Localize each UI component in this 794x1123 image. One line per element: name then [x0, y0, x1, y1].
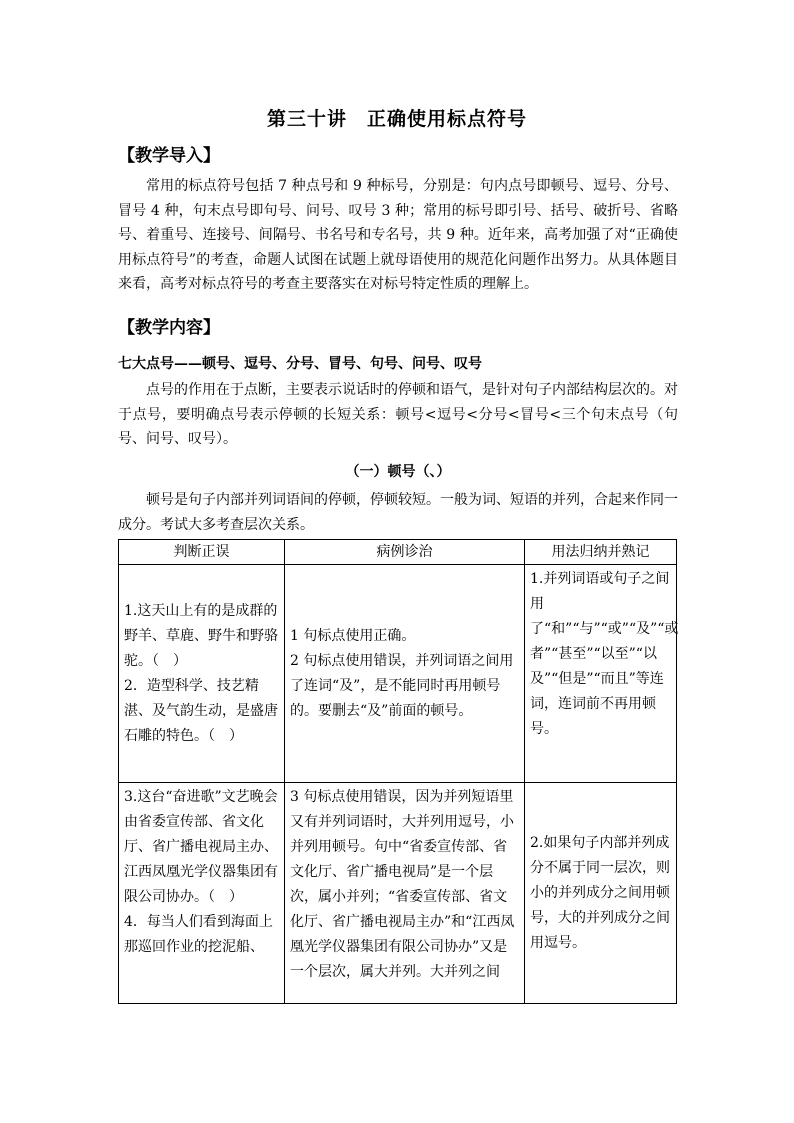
judge-item: 4．每当人们看到海面上那巡回作业的挖泥船、	[124, 914, 273, 955]
judge-item: 2．造型科学、技艺精湛、及气韵生动，是盛唐石雕的特色。（ ）	[124, 677, 278, 744]
table-header: 判断正误	[119, 540, 285, 565]
diagnosis-cell: 3 句标点使用错误，因为并列短语里又有并列词语时，大并列用逗号，小并列用顿号。句中“省委宣传部、省文化厅、省广播电视局”是一个层次，属小并列；“省委宣传部、省文化厅、省广播电视局主办”和“江西凤凰光学仪器集团有限公司协办”又是一个层次，属大并列。大并列之间	[285, 783, 525, 1004]
table-row	[119, 565, 677, 783]
intro-heading: 【教学导入】	[118, 146, 220, 166]
judge-item: 1.这天山上有的是成群的野羊、草鹿、野牛和野骆驼。（ ）	[124, 602, 278, 669]
lecture-title: 第三十讲 正确使用标点符号	[266, 108, 527, 130]
punctuation-table	[118, 539, 677, 1004]
intro-paragraph: 常用的标点符号包括 7 种点号和 9 种标号，分别是：句内点号即顿号、逗号、分号、冒号 4 种，句末点号即句号、问号、叹号 3 种；常用的标号即引号、括号、破折号、省略号、着重号、连接号、间隔号、书名号和专名号，共 9 种。近年来，高考加强了对“正确使用标点符号”的考查，命题人试图在试题上就母语使用的规范化问题作出努力。从具体题目来看，高考对标点符号的考查主要落实在对标号特定性质的理解上。	[118, 178, 678, 292]
rule-cell: 2.如果句子内部并列成分不属于同一层次，则小的并列成分之间用顿号，大的并列成分之间用逗号。	[525, 783, 677, 1004]
rule-cell: 1.并列词语或句子之间用了“和”“与”“或”“及”“或者”“甚至”“以至”“以及”“但是”“而且”等连词，连词前不再用顿号。	[525, 565, 677, 783]
table-header: 病例诊治	[285, 540, 525, 565]
diagnosis-item: 1 句标点使用正确。	[290, 627, 416, 644]
diagnosis-item: 2 句标点使用错误，并列词语之间用了连词“及”，是不能同时再用顿号的。要删去“及”前面的顿号。	[290, 652, 514, 719]
judge-cell	[119, 783, 285, 1004]
table-header-row	[119, 540, 677, 565]
dun-paragraph: 顿号是句子内部并列词语间的停顿，停顿较短。一般为词、短语的并列，合起来作同一成分。考试大多考查层次关系。	[118, 492, 678, 533]
dun-heading: （一）顿号（、）	[345, 464, 451, 480]
point-marks-subheading: 七大点号——顿号、逗号、分号、冒号、句号、问号、叹号	[118, 356, 482, 372]
table-header: 用法归纳并熟记	[525, 540, 677, 565]
content-paragraph: 点号的作用在于点断，主要表示说话时的停顿和语气，是针对句子内部结构层次的。对于点号，要明确点号表示停顿的长短关系：顿号<逗号<分号<冒号<三个句末点号（句号、问号、叹号）。	[118, 382, 678, 447]
content-heading: 【教学内容】	[118, 318, 220, 338]
diagnosis-cell	[285, 565, 525, 783]
judge-item: 3.这台“奋进歌”文艺晚会由省委宣传部、省文化厅、省广播电视局主办、江西凤凰光学仪器集团有限公司协办。（ ）	[124, 789, 278, 905]
table-row	[119, 783, 677, 1004]
judge-cell	[119, 565, 285, 783]
